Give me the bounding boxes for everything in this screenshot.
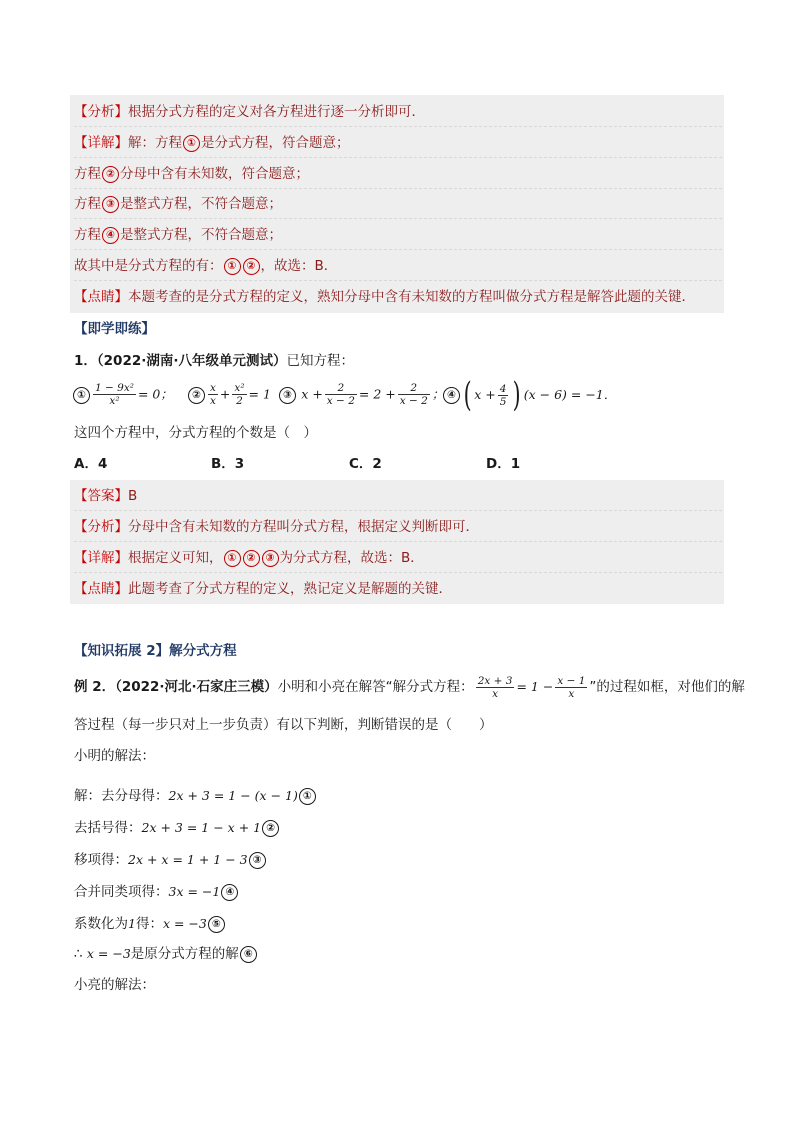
detail-line: 故其中是分式方程的有： ① ② ，故选：B． (74, 252, 722, 281)
option-b[interactable]: B．3 (211, 456, 245, 472)
analysis-line: 【分析】根据分式方程的定义对各方程进行逐一分析即可． (74, 98, 722, 127)
question-1-title: 1．（2022·湖南·八年级单元测试）已知方程： (74, 353, 354, 369)
extension-heading: 【知识拓展 2】解分式方程 (74, 643, 237, 659)
example-2-line-1: 例 2．（2022·河北·石家庄三模）小明和小亮在解答“解分式方程： $\frac{2x + 3}{x}$ = 1 − $\frac{x - 1}{x}$ ”的过程如框，对他们的解 (74, 674, 745, 700)
circled-number: ② (243, 550, 260, 567)
detail-line: 【详解】根据定义可知， ① ② ③ 为分式方程，故选：B． (74, 544, 722, 573)
solution-step: 合并同类项得：3x = −1 ④ (74, 881, 239, 903)
circled-number: ④ (102, 227, 119, 244)
equation-1: ① $\frac{\text{1 − 9x²}}{\text{x²}}$ = 0； (72, 382, 173, 407)
equation-4: ④ ( x + $\frac{4}{5}$ ) (x − 6) = −1． (442, 378, 616, 412)
detail-line: 方程 ② 分母中含有未知数，符合题意； (74, 160, 722, 189)
example-2-line-2: 答过程（每一步只对上一步负责）有以下判断，判断错误的是（ ） (74, 717, 493, 733)
answer-line: 【答案】B (74, 482, 722, 511)
comment-line: 【点睛】本题考查的是分式方程的定义，熟知分母中含有未知数的方程叫做分式方程是解答此题的关键． (74, 289, 695, 305)
option-d[interactable]: D．1 (486, 456, 521, 472)
solution-step: 移项得：2x + x = 1 + 1 − 3 ③ (74, 849, 267, 871)
option-c[interactable]: C．2 (349, 456, 382, 472)
detail-line: 方程 ④ 是整式方程，不符合题意； (74, 221, 722, 250)
solution-step: 解：去分母得：2x + 3 = 1 − (x − 1) ① (74, 785, 317, 807)
options-row (74, 453, 674, 475)
solution-step: 系数化为1得：x = −3 ⑤ (74, 913, 226, 935)
circled-number: ③ (102, 196, 119, 213)
circled-number: ② (243, 258, 260, 275)
circled-number: ③ (262, 550, 279, 567)
solution-step: 去括号得：2x + 3 = 1 − x + 1 ② (74, 817, 280, 839)
circled-number: ① (224, 550, 241, 567)
equation-2: ② $\frac{x}{x}$ + $\frac{\text{x²}}{2}$ = 1 (187, 382, 271, 407)
practice-heading: 【即学即练】 (74, 321, 155, 337)
equation-3: ③ x + $\frac{2}{x - 2}$ = 2 + $\frac{2}{x - 2}$ ； (278, 382, 444, 407)
detail-line: 【详解】解：方程 ① 是分式方程，符合题意； (74, 129, 722, 158)
circled-number: ① (224, 258, 241, 275)
xiaoming-title: 小明的解法： (74, 748, 155, 764)
circled-number: ② (102, 166, 119, 183)
circled-number: ① (183, 135, 200, 152)
xiaoliang-title: 小亮的解法： (74, 977, 155, 993)
comment-line: 【点睛】此题考查了分式方程的定义，熟记定义是解题的关键． (74, 581, 452, 597)
analysis-line: 【分析】分母中含有未知数的方程叫分式方程，根据定义判断即可． (74, 513, 722, 542)
solution-step: ∴ x = −3是原分式方程的解 ⑥ (74, 943, 258, 965)
equations-row (72, 375, 732, 418)
option-a[interactable]: A．4 (74, 456, 108, 472)
detail-line: 方程 ③ 是整式方程，不符合题意； (74, 190, 722, 219)
question-1-prompt: 这四个方程中，分式方程的个数是（ ） (74, 425, 317, 441)
